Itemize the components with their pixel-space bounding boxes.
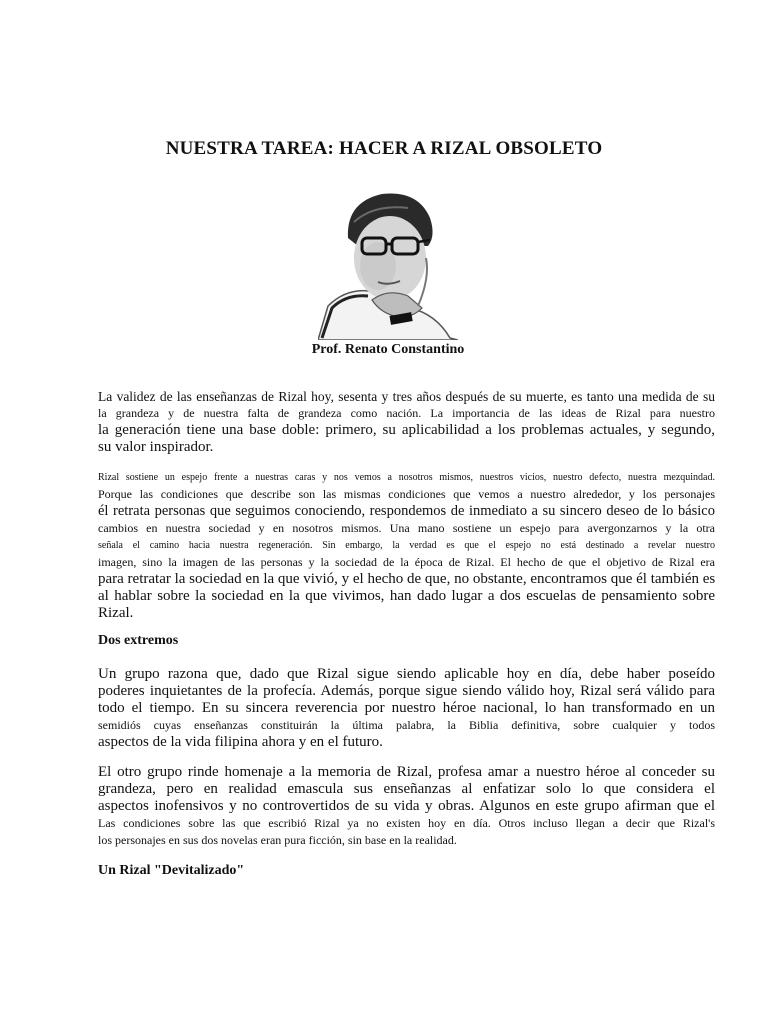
text-line: aspectos de la vida filipina ahora y en el futuro. [98, 734, 383, 750]
text-line: Un grupo razona que, dado que Rizal sigue siendo aplicable hoy en día, debe haber poseído [98, 666, 715, 682]
text-line: Rizal sostiene un espejo frente a nuestras caras y nos vemos a nosotros mismos, nuestros vicios, nuestro defecto, nuestra mezquindad. [98, 472, 715, 483]
section-heading: Un Rizal "Devitalizado" [98, 863, 245, 878]
text-line: la grandeza y de nuestra falta de grandeza como nación. La importancia de las ideas de Rizal para nuestro [98, 406, 715, 420]
text-line: aspectos inofensivos y no controvertidos de su vida y obras. Algunos en este grupo afirman que el [98, 798, 715, 814]
text-line: Rizal. [98, 605, 134, 621]
text-line: él retrata personas que seguimos conociendo, respondemos de inmediato a su sincero deseo de lo básico [98, 503, 715, 519]
text-line: imagen, sino la imagen de las personas y la sociedad de la época de Rizal. El hecho de que el objetivo de Rizal era [98, 555, 715, 569]
text-line: la generación tiene una base doble: primero, su aplicabilidad a los problemas actuales, y segundo, [98, 422, 715, 438]
paragraph-1 [98, 388, 715, 456]
text-line: su valor inspirador. [98, 439, 214, 455]
text-line: para retratar la sociedad en la que vivió, y el hecho de que, no obstante, encontramos que él también es [98, 571, 716, 587]
text-line: cambios en nuestra sociedad y en nosotros mismos. Una mano sostiene un espejo para avergonzarnos y la otra [98, 521, 715, 535]
photo-caption: Prof. Renato Constantino [311, 342, 465, 357]
text-line: poderes inquietantes de la profecía. Además, porque sigue siendo válido hoy, Rizal será válido para [98, 683, 715, 699]
section-heading: Dos extremos [98, 633, 179, 648]
text-line: señala el camino hacia nuestra regeneración. Sin embargo, la verdad es que el espejo no está destinado a revelar nuestro [98, 540, 715, 551]
text-line: El otro grupo rinde homenaje a la memoria de Rizal, profesa amar a nuestro héroe al conceder su [98, 764, 715, 780]
text-line: todo el tiempo. En su sincera reverencia por nuestro héroe nacional, lo han transformado en un [98, 700, 715, 716]
text-line: grandeza, pero en realidad emascula sus enseñanzas al enfatizar solo lo que considera el [98, 781, 715, 797]
document-title: NUESTRA TAREA: HACER A RIZAL OBSOLETO [165, 138, 603, 159]
text-line: al hablar sobre la sociedad en la que vivimos, han dado lugar a dos escuelas de pensamiento sobre [98, 588, 715, 604]
portrait-photo [318, 188, 458, 340]
text-line: Porque las condiciones que describe son las mismas condiciones que vemos a nuestro alrededor, y los personajes [98, 487, 715, 501]
paragraph-3 [98, 666, 715, 751]
text-line: semidiós cuyas enseñanzas constituirán la última palabra, la Biblia definitiva, sobre cualquier y todos [98, 718, 715, 732]
text-line: Las condiciones sobre las que escribió Rizal ya no existen hoy en día. Otros incluso llegan a decir que Rizal's [98, 816, 715, 830]
text-line: La validez de las enseñanzas de Rizal hoy, sesenta y tres años después de su muerte, es tanto una medida de su [98, 389, 715, 404]
text-line: los personajes en sus dos novelas eran pura ficción, sin base en la realidad. [98, 833, 457, 847]
paragraph-4 [98, 764, 715, 849]
paragraph-2 [98, 469, 715, 622]
